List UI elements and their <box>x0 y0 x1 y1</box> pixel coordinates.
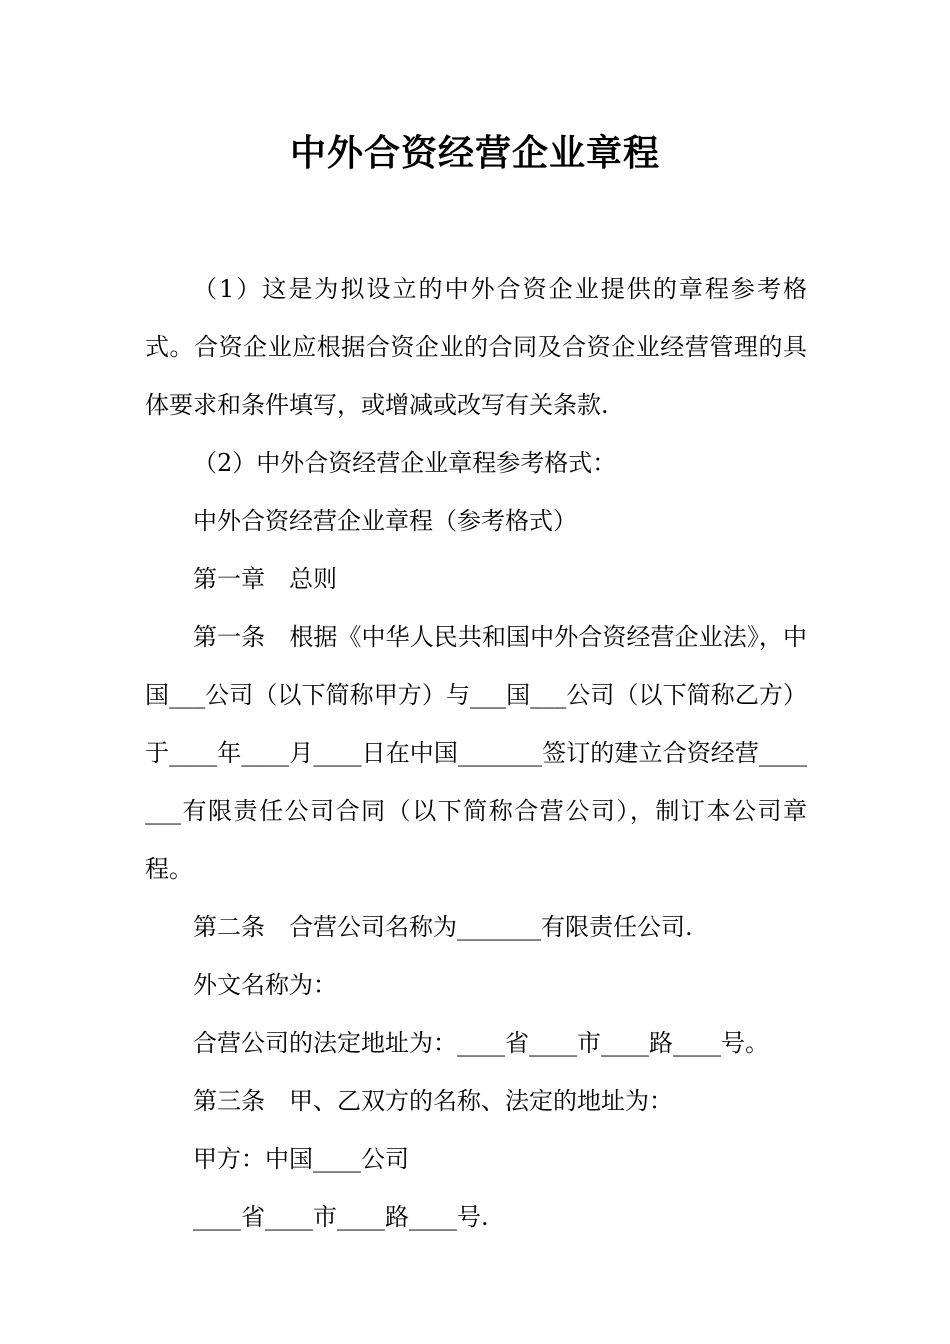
legal-address-line: 合营公司的法定地址为：____省____市____路____号。 <box>193 1029 769 1057</box>
paragraph-template-title: 中外合资经营企业章程（参考格式） <box>193 507 577 535</box>
article-1: 第一条 根据《中华人民共和国中外合资经营企业法》，中国___公司（以下简称甲方）与___国___公司（以下简称乙方）于____年____月____日在中国_______签订的建立合资经营_______有限责任公司合同（以下简称合营公司），制订本公司章程。 <box>145 623 807 883</box>
foreign-name-line: 外文名称为： <box>193 971 337 999</box>
paragraph-note-2: （2）中外合资经营企业章程参考格式： <box>193 449 617 477</box>
document-title: 中外合资经营企业章程 <box>289 132 660 174</box>
document-body <box>145 260 807 1246</box>
paragraph-note-1: （1）这是为拟设立的中外合资企业提供的章程参考格式。合资企业应根据合资企业的合同及合资企业经营管理的具体要求和条件填写，或增减或改写有关条款. <box>145 275 807 419</box>
article-2: 第二条 合营公司名称为_______有限责任公司. <box>193 913 693 941</box>
party-a-address-line: ____省____市____路____号. <box>193 1203 489 1231</box>
chapter-heading: 第一章 总则 <box>193 565 337 593</box>
article-3: 第三条 甲、乙双方的名称、法定的地址为： <box>193 1087 673 1115</box>
party-a-line: 甲方：中国____公司 <box>193 1145 409 1173</box>
